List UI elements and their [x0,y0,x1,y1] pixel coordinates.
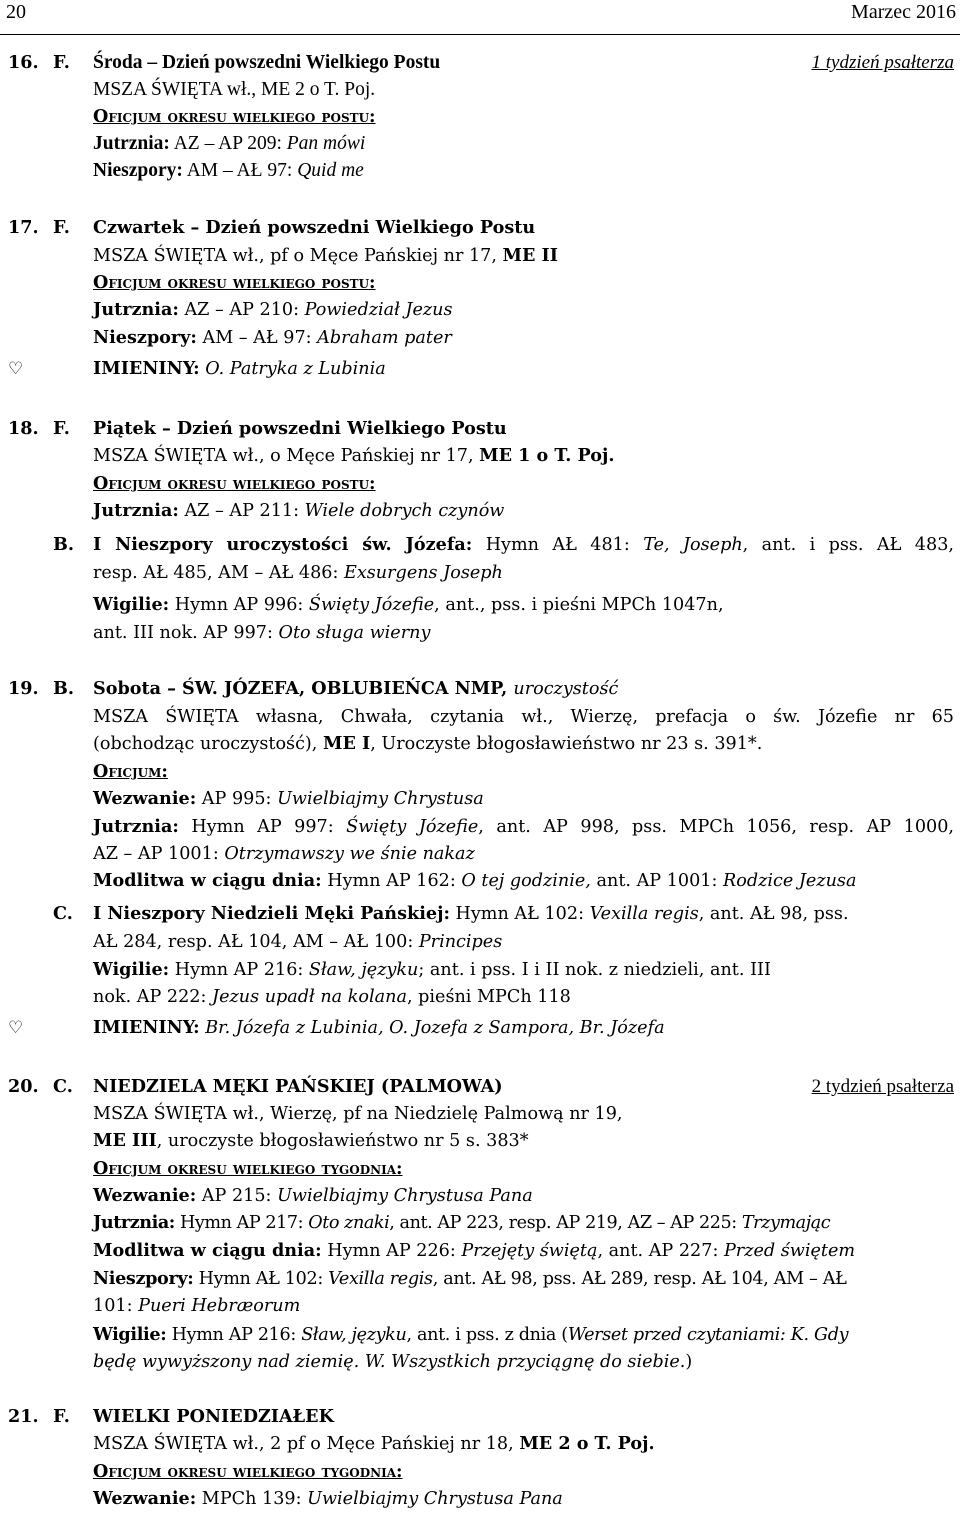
vigil-line-2: będę wywyższony nad ziemię. W. Wszystkich przyciągnę do siebie.) [93,1352,693,1372]
vigil-line-2: ant. III nok. AP 997: Oto sługa wierny [93,623,431,643]
vigil-line: Wigilie: Hymn AP 996: Święty Józefie, ant., pss. i pieśni MPCh 1047n, [93,594,724,615]
day-letter: B. [53,678,74,699]
header-rule [0,34,960,35]
day-number: 21. [8,1406,39,1427]
mass-line: MSZA ŚWIĘTA wł., pf o Męce Pańskiej nr 17, ME II [93,245,559,266]
lauds-line: Jutrznia: AZ – AP 209: Pan mówi [93,133,366,154]
mass-line: MSZA ŚWIĘTA wł., ME 2 o T. Poj. [93,79,376,100]
mass-line: MSZA ŚWIĘTA wł., 2 pf o Męce Pańskiej nr 18, ME 2 o T. Poj. [93,1433,655,1454]
office-heading: Oficjum okresu wielkiego tygodnia: [93,1158,403,1179]
lauds-line-2: AZ – AP 1001: Otrzymawszy we śnie nakaz [93,844,475,864]
mass-line: MSZA ŚWIĘTA własna, Chwała, czytania wł., Wierzę, prefacja o św. Józefie nr 65 [93,707,954,727]
vespers-line: Nieszpory: AM – AŁ 97: Abraham pater [93,327,452,348]
vigil-line-2: nok. AP 222: Jezus upadł na kolana, pieśni MPCh 118 [93,987,571,1007]
mass-line-2: ME III, uroczyste błogosławieństwo nr 5 s. 383* [93,1130,529,1151]
sub-letter: C. [53,903,73,924]
vigil-line: Wigilie: Hymn AP 216: Sław, języku, ant. i pss. z dnia (Werset przed czytaniami: K. Gdy [93,1324,849,1345]
day-title: Czwartek – Dzień powszedni Wielkiego Postu [93,217,536,238]
day-title: Piątek – Dzień powszedni Wielkiego Postu [93,418,507,439]
namedays-line: IMIENINY: O. Patryka z Lubinia [93,358,386,379]
day-number: 19. [8,678,39,699]
lauds-line: Jutrznia: AZ – AP 211: Wiele dobrych czynów [93,500,505,521]
office-heading: Oficjum: [93,761,168,782]
office-heading: Oficjum okresu wielkiego tygodnia: [93,1461,403,1482]
hours-line: Modlitwa w ciągu dnia: Hymn AP 162: O tej godzinie, ant. AP 1001: Rodzice Jezusa [93,870,857,891]
page-number: 20 [6,1,26,23]
vespers-line: Nieszpory: Hymn AŁ 102: Vexilla regis, ant. AŁ 98, pss. AŁ 289, resp. AŁ 104, AM – AŁ [93,1268,847,1289]
psalter-week: 2 tydzień psałterza [811,1076,954,1097]
day-title: WIELKI PONIEDZIAŁEK [93,1406,334,1427]
lauds-line: Jutrznia: Hymn AP 217: Oto znaki, ant. AP 223, resp. AP 219, AZ – AP 225: Trzymając [93,1212,831,1233]
day-letter: C. [53,1076,73,1097]
office-heading: Oficjum okresu wielkiego postu: [93,473,376,494]
day-number: 20. [8,1076,39,1097]
vigil-line: Wigilie: Hymn AP 216: Sław, języku; ant. i pss. I i II nok. z niedzieli, ant. III [93,959,771,980]
office-heading: Oficjum okresu wielkiego postu: [93,106,376,127]
invitatory-line: Wezwanie: MPCh 139: Uwielbiajmy Chrystusa Pana [93,1488,563,1509]
mass-line: MSZA ŚWIĘTA wł., o Męce Pańskiej nr 17, ME 1 o T. Poj. [93,445,615,466]
day-title: Środa – Dzień powszedni Wielkiego Postu [93,52,441,73]
invitatory-line: Wezwanie: AP 215: Uwielbiajmy Chrystusa Pana [93,1185,533,1206]
lauds-line: Jutrznia: AZ – AP 210: Powiedział Jezus [93,299,453,320]
lauds-line: Jutrznia: Hymn AP 997: Święty Józefie, ant. AP 998, pss. MPCh 1056, resp. AP 1000, [93,816,954,837]
day-title: NIEDZIELA MĘKI PAŃSKIEJ (PALMOWA) [93,1076,503,1097]
vespers-line-2: 101: Pueri Hebræorum [93,1296,301,1316]
day-title: Sobota – ŚW. JÓZEFA, OBLUBIEŃCA NMP, uroczystość [93,678,619,699]
psalter-week: 1 tydzień psałterza [811,52,954,73]
mass-line: MSZA ŚWIĘTA wł., Wierzę, pf na Niedzielę Palmową nr 19, [93,1104,623,1124]
day-letter: F. [53,52,70,73]
header-month: Marzec 2016 [851,1,956,23]
heart-icon: ♡ [8,359,24,379]
heart-icon: ♡ [8,1018,24,1038]
hours-line: Modlitwa w ciągu dnia: Hymn AP 226: Przejęty świętą, ant. AP 227: Przed świętem [93,1240,856,1261]
day-number: 18. [8,418,39,439]
vespers-line: Nieszpory: AM – AŁ 97: Quid me [93,160,364,181]
day-letter: F. [53,1406,70,1427]
namedays-line: IMIENINY: Br. Józefa z Lubinia, O. Jozefa z Sampora, Br. Józefa [93,1017,665,1038]
day-number: 17. [8,217,39,238]
first-vespers-line: I Nieszpory Niedzieli Męki Pańskiej: Hymn AŁ 102: Vexilla regis, ant. AŁ 98, pss. [93,903,849,924]
first-vespers-line-2: AŁ 284, resp. AŁ 104, AM – AŁ 100: Principes [93,932,503,952]
day-letter: F. [53,418,70,439]
invitatory-line: Wezwanie: AP 995: Uwielbiajmy Chrystusa [93,788,484,809]
mass-line-2: (obchodząc uroczystość), ME I, Uroczyste błogosławieństwo nr 23 s. 391*. [93,733,763,754]
day-number: 16. [8,52,39,73]
office-heading: Oficjum okresu wielkiego postu: [93,272,376,293]
sub-letter: B. [53,534,74,555]
day-letter: F. [53,217,70,238]
first-vespers-line-2: resp. AŁ 485, AM – AŁ 486: Exsurgens Joseph [93,563,503,583]
first-vespers-line: I Nieszpory uroczystości św. Józefa: Hymn AŁ 481: Te, Joseph, ant. i pss. AŁ 483, [93,534,954,555]
